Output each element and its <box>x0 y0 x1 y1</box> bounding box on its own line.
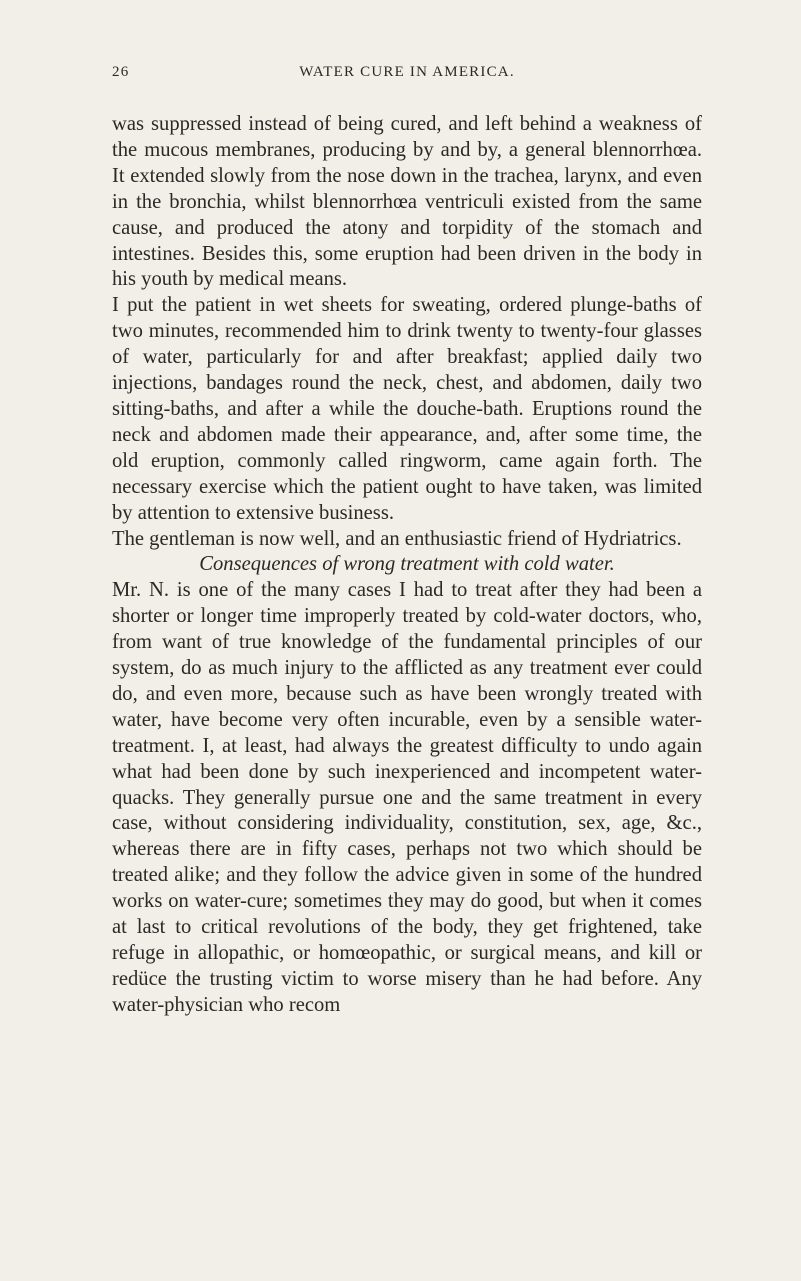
page-body <box>112 112 702 1019</box>
paragraph-treatment: I put the patient in wet sheets for sweating, ordered plunge-baths of two minutes, recommended him to drink twenty to twenty-four glasses of water, particularly for and after breakfast; applied daily two injections, bandages round the neck, chest, and abdomen, daily two sitting-baths, and after a while the douche-bath. Eruptions round the neck and abdomen made their appearance, and, after some time, the old eruption, commonly called ringworm, came again forth. The necessary exercise which the patient ought to have taken, was limited by attention to extensive business. <box>112 294 702 524</box>
running-title: WATER CURE IN AMERICA. <box>299 64 515 80</box>
section-heading: Consequences of wrong treatment with cold water. <box>199 553 615 576</box>
paragraph-consequences: Mr. N. is one of the many cases I had to treat after they had been a shorter or longer time improperly treated by cold-water doctors, who, from want of true knowledge of the fundamental principles of our system, do as much injury to the afflicted as any treatment ever could do, and even more, because such as have been wrongly treated with water, have become very often incurable, even by a sensible water-treatment. I, at least, had always the greatest difficulty to undo again what had been done by such inexperienced and incompetent water-quacks. They generally pursue one and the same treatment in every case, without considering individuality, constitution, sex, age, &c., whereas there are in fifty cases, perhaps not two which should be treated alike; and they follow the advice given in some of the hundred works on water-cure; sometimes they may do good, but when it comes at last to critical revolutions of the body, they get frightened, take refuge in allopathic, or homœopathic, or surgical means, and kill or redüce the trusting victim to worse misery than he had before. Any water-physician who recom <box>112 579 702 1016</box>
paragraph-outcome: The gentleman is now well, and an enthusiastic friend of Hydriatrics. <box>112 527 682 550</box>
page-number: 26 <box>112 64 130 80</box>
paragraph-continuation: was suppressed instead of being cured, and left behind a weakness of the mucous membranes, producing by and by, a general blennorrhœa. It extended slowly from the nose down in the trachea, larynx, and even in the bronchia, whilst blennorrhœa ventriculi existed from the same cause, and produced the atony and torpidity of the stomach and intestines. Besides this, some eruption had been driven in the body in his youth by medical means. <box>112 113 702 291</box>
